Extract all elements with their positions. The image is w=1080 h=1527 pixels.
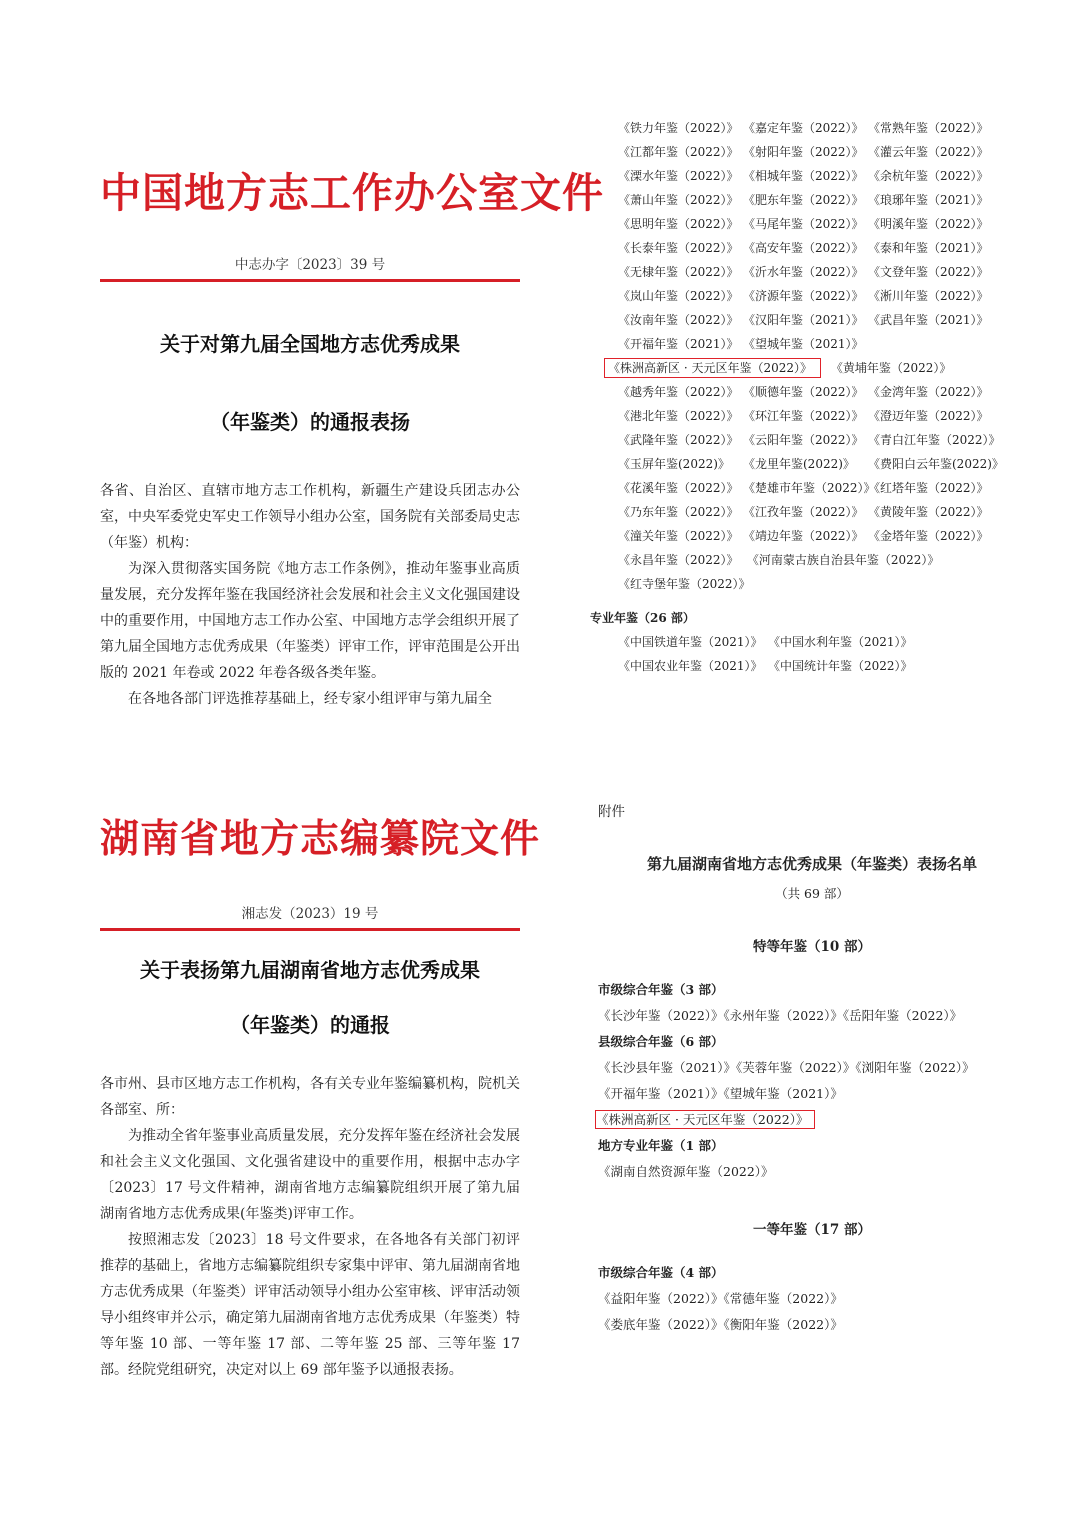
highlighted-yearbook-line: [598, 1107, 1018, 1133]
category-heading: 市级综合年鉴（3 部）: [598, 982, 724, 997]
yearbook-line: 《长沙县年鉴（2021）》《芙蓉年鉴（2022）》《浏阳年鉴（2022）》: [598, 1060, 975, 1075]
list-item: 《青白江年鉴（2022）》: [868, 433, 1001, 447]
notice-title-line1: 关于表扬第九届湖南省地方志优秀成果: [140, 958, 480, 982]
list-row: [590, 630, 1010, 654]
document-header: 中国地方志工作办公室文件: [100, 169, 604, 217]
list-item: 《环江年鉴（2022）》: [743, 409, 864, 423]
notice-title-line1: 关于对第九届全国地方志优秀成果: [160, 332, 460, 356]
yearbook-line: 《湖南自然资源年鉴（2022）》: [598, 1164, 774, 1179]
list-item: 《相城年鉴（2022）》: [743, 169, 864, 183]
list-item: 《澄迈年鉴（2022）》: [868, 409, 989, 423]
special-yearbook-list: [590, 630, 1010, 678]
list-item: 《潼关年鉴（2022）》: [618, 529, 739, 543]
list-item: 《江孜年鉴（2022）》: [743, 505, 864, 519]
list-row: [590, 236, 1010, 260]
yearbook-line: 《娄底年鉴（2022）》《衡阳年鉴（2022）》: [598, 1317, 843, 1332]
list-row: [590, 212, 1010, 236]
list-item: 《长泰年鉴（2022）》: [618, 241, 739, 255]
list-item: 《中国农业年鉴（2021）》: [618, 659, 763, 673]
list-item: 《河南蒙古族自治县年鉴（2022）》: [746, 553, 940, 567]
list-item: 《武昌年鉴（2021）》: [868, 313, 989, 327]
list-item: 《开福年鉴（2021）》: [618, 337, 739, 351]
list-item: 《红寺堡年鉴（2022）》: [618, 577, 751, 591]
category-heading: 县级综合年鉴（6 部）: [598, 1034, 724, 1049]
list-item: 《汝南年鉴（2022）》: [618, 313, 739, 327]
list-item: 《金湾年鉴（2022）》: [868, 385, 989, 399]
document-number: 中志办字〔2023〕39 号: [234, 257, 386, 273]
list-row: [590, 140, 1010, 164]
list-item: 《费阳白云年鉴(2022)》: [868, 457, 1004, 471]
list-item: 《云阳年鉴（2022）》: [743, 433, 864, 447]
list-item: 《汉阳年鉴（2021）》: [743, 313, 864, 327]
category-heading: 地方专业年鉴（1 部）: [598, 1138, 724, 1153]
list-item: 《沂水年鉴（2022）》: [743, 265, 864, 279]
section-heading: 专业年鉴（26 部）: [590, 611, 695, 625]
list-item: 《文登年鉴（2022）》: [868, 265, 989, 279]
list-item: 《济源年鉴（2022）》: [743, 289, 864, 303]
highlighted-yearbook: 《株洲高新区 · 天元区年鉴（2022）》: [595, 1110, 815, 1129]
list-row: [590, 188, 1010, 212]
list-row: [590, 572, 1010, 596]
list-item: 《射阳年鉴（2022）》: [743, 145, 864, 159]
list-item: 《灌云年鉴（2022）》: [868, 145, 989, 159]
list-item: 《无棣年鉴（2022）》: [618, 265, 739, 279]
national-list-page: [590, 116, 1010, 678]
list-row: [590, 164, 1010, 188]
list-row: [590, 404, 1010, 428]
list-row: [590, 284, 1010, 308]
notice-title-line2: （年鉴类）的通报表扬: [210, 410, 410, 434]
grade-heading: 特等年鉴（10 部）: [753, 939, 871, 955]
yearbook-line: 《益阳年鉴（2022）》《常德年鉴（2022）》: [598, 1291, 843, 1306]
document-number: 湘志发（2023）19 号: [241, 906, 379, 922]
list-item: 《中国铁道年鉴（2021）》: [618, 635, 763, 649]
attachment-label: 附件: [598, 804, 625, 820]
list-item: 《乃东年鉴（2022）》: [618, 505, 739, 519]
list-row: [590, 524, 1010, 548]
list-item: 《龙里年鉴(2022)》: [743, 457, 855, 471]
list-item: 《岚山年鉴（2022）》: [618, 289, 739, 303]
list-row: [590, 452, 1010, 476]
list-item: 《楚雄市年鉴（2022）》: [743, 481, 876, 495]
category-heading: 市级综合年鉴（4 部）: [598, 1265, 724, 1280]
red-divider: [100, 928, 520, 931]
body-paragraph: 为深入贯彻落实国务院《地方志工作条例》，推动年鉴事业高质量发展，充分发挥年鉴在我国经济社会发展和社会主义文化强国建设中的重要作用，中国地方志工作办公室、中国地方志学会组织开展了第九届全国地方志优秀成果（年鉴类）评审工作，评审范围是公开出版的 2021 年卷或 2022 年卷各级各类年鉴。: [100, 561, 520, 681]
body-paragraph: 在各地各部门评选推荐基础上，经专家小组评审与第九届全: [128, 691, 492, 707]
list-item: 《高安年鉴（2022）》: [743, 241, 864, 255]
list-item: 《肥东年鉴（2022）》: [743, 193, 864, 207]
list-row: [590, 116, 1010, 140]
yearbook-line: 《长沙年鉴（2022）》《永州年鉴（2022）》《岳阳年鉴（2022）》: [598, 1008, 963, 1023]
list-item: 《越秀年鉴（2022）》: [618, 385, 739, 399]
attachment-page: [598, 800, 1018, 1338]
body-paragraph: 按照湘志发〔2023〕18 号文件要求，在各地各有关部门初评推荐的基础上，省地方志编纂院组织专家集中评审、第九届湖南省地方志优秀成果（年鉴类）评审活动领导小组办公室审核、评审活动领导小组终审并公示，确定第九届湖南省地方志优秀成果（年鉴类）特等年鉴 10 部、一等年鉴 17 部、二等年鉴 25 部、三等年鉴 17 部。经院党组研究，决定对以上 69 部年鉴予以通报表扬。: [100, 1232, 520, 1378]
attachment-count: （共 69 部）: [775, 886, 849, 901]
notice-title-line2: （年鉴类）的通报: [230, 1013, 390, 1037]
list-item: 《萧山年鉴（2022）》: [618, 193, 739, 207]
list-item: 《望城年鉴（2021）》: [743, 337, 864, 351]
yearbook-list: [590, 380, 1010, 548]
list-row: [590, 308, 1010, 332]
recipients-paragraph: 各省、自治区、直辖市地方志工作机构，新疆生产建设兵团志办公室，中央军委党史军史工作领导小组办公室，国务院有关部委局史志（年鉴）机构：: [100, 483, 520, 551]
yearbook-list: [590, 116, 1010, 356]
list-item: 《红塔年鉴（2022）》: [868, 481, 989, 495]
list-row: [590, 500, 1010, 524]
highlighted-yearbook: 《株洲高新区 · 天元区年鉴（2022）》: [604, 358, 821, 378]
list-item: 《余杭年鉴（2022）》: [868, 169, 989, 183]
list-item: 《马尾年鉴（2022）》: [743, 217, 864, 231]
list-item: 《玉屏年鉴(2022)》: [618, 457, 730, 471]
list-item: 《中国统计年鉴（2022）》: [768, 659, 913, 673]
list-item: 《中国水利年鉴（2021）》: [768, 635, 913, 649]
list-item: 《江都年鉴（2022）》: [618, 145, 739, 159]
recipients-paragraph: 各市州、县市区地方志工作机构，各有关专业年鉴编纂机构，院机关各部室、所：: [100, 1076, 520, 1118]
document-header: 湖南省地方志编纂院文件: [100, 816, 541, 862]
provincial-notice-page: [100, 808, 541, 1383]
list-item: 《泰和年鉴（2021）》: [868, 241, 989, 255]
list-item: 《铁力年鉴（2022）》: [618, 121, 739, 135]
body-paragraph: 为推动全省年鉴事业高质量发展，充分发挥年鉴在经济社会发展和社会主义文化强国、文化强省建设中的重要作用，根据中志办字〔2023〕17 号文件精神，湖南省地方志编纂院组织开展了第九届湖南省地方志优秀成果(年鉴类)评审工作。: [100, 1128, 520, 1222]
list-item: 《琅琊年鉴（2021）》: [868, 193, 989, 207]
list-row: [590, 380, 1010, 404]
list-row: [590, 428, 1010, 452]
list-item: 《金塔年鉴（2022）》: [868, 529, 989, 543]
red-divider: [100, 279, 520, 282]
list-item: 《永昌年鉴（2022）》: [618, 553, 739, 567]
list-item: 《嘉定年鉴（2022）》: [743, 121, 864, 135]
yearbook-line: 《开福年鉴（2021）》《望城年鉴（2021）》: [598, 1086, 843, 1101]
list-row: [590, 654, 1010, 678]
grade-heading: 一等年鉴（17 部）: [753, 1222, 871, 1238]
list-row: [590, 332, 1010, 356]
list-item: 《淅川年鉴（2022）》: [868, 289, 989, 303]
attachment-title: 第九届湖南省地方志优秀成果（年鉴类）表扬名单: [646, 855, 977, 873]
list-item: 《顺德年鉴（2022）》: [743, 385, 864, 399]
list-item: 《溧水年鉴（2022）》: [618, 169, 739, 183]
list-item: 《靖边年鉴（2022）》: [743, 529, 864, 543]
list-item: 《黄陵年鉴（2022）》: [868, 505, 989, 519]
national-notice-page: [100, 160, 604, 712]
list-row: [590, 476, 1010, 500]
list-item: 《明溪年鉴（2022）》: [868, 217, 989, 231]
list-row-highlight: [590, 356, 1010, 380]
list-item: 《港北年鉴（2022）》: [618, 409, 739, 423]
list-row: [590, 548, 1010, 572]
list-item: 《花溪年鉴（2022）》: [618, 481, 739, 495]
list-item: 《思明年鉴（2022）》: [618, 217, 739, 231]
list-item: 《武隆年鉴（2022）》: [618, 433, 739, 447]
list-item: 《常熟年鉴（2022）》: [868, 121, 989, 135]
list-item: 《黄埔年鉴（2022）》: [830, 361, 952, 375]
list-row: [590, 260, 1010, 284]
